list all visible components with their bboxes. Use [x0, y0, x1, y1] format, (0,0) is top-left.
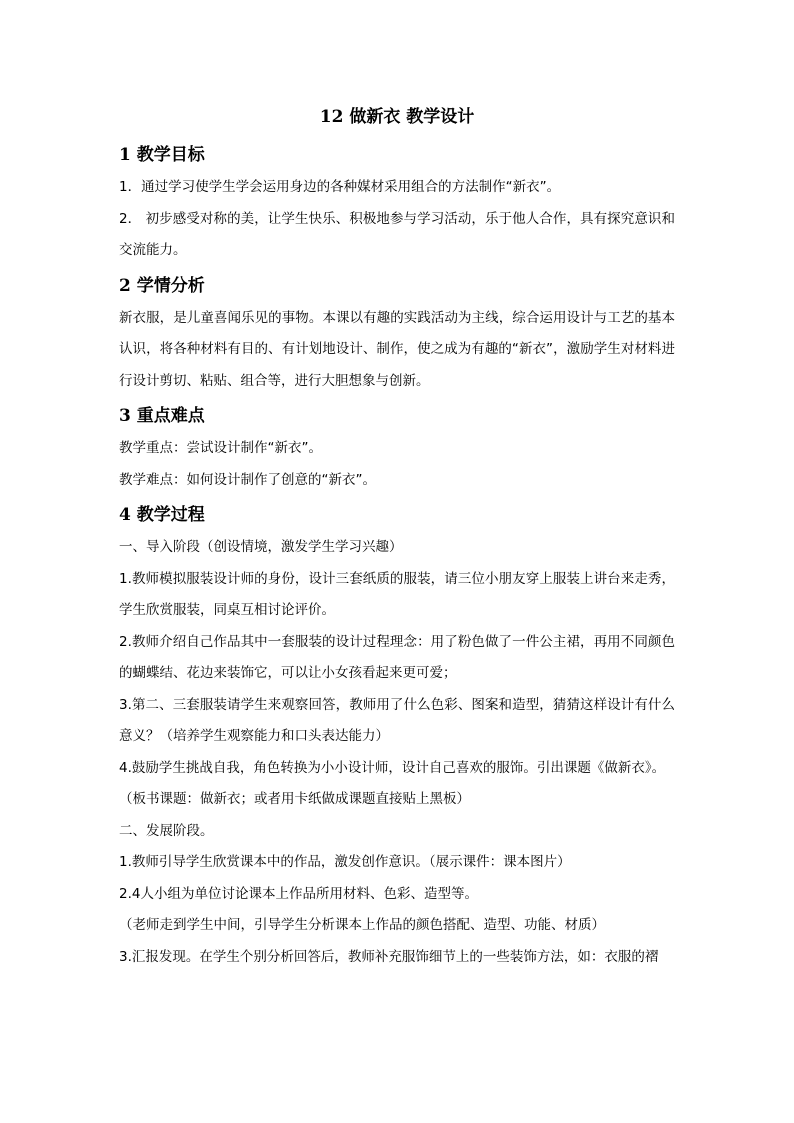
document-page [119, 102, 675, 973]
analysis-paragraph: 新衣服，是儿童喜闻乐见的事物。本课以有趣的实践活动为主线，综合运用设计与工艺的基本认识，将各种材料有目的、有计划地设计、制作，使之成为有趣的“新衣”，激励学生对材料进行设计剪切、粘贴、组合等，进行大胆想象与创新。 [119, 309, 675, 389]
process-paragraph: 一、导入阶段（创设情境，激发学生学习兴趣） [119, 539, 403, 555]
process-paragraph: 2.教师介绍自己作品其中一套服装的设计过程理念：用了粉色做了一件公主裙，再用不同颜色的蝴蝶结、花边来装饰它，可以让小女孩看起来更可爱； [119, 633, 675, 681]
difficult-point: 教学难点：如何设计制作了创意的“新衣”。 [119, 471, 376, 488]
process-paragraph: （板书课题：做新衣；或者用卡纸做成课题直接贴上黑板） [119, 791, 470, 807]
process-paragraph: 3.第二、三套服装请学生来观察回答，教师用了什么色彩、图案和造型，猜猜这样设计有什么意义？（培养学生观察能力和口头表达能力） [119, 696, 675, 744]
section-heading-analysis: 2 学情分析 [119, 275, 205, 296]
section-heading-key-points: 3 重点难点 [119, 406, 205, 426]
process-paragraph: 1.教师引导学生欣赏课本中的作品，激发创作意识。（展示课件：课本图片） [119, 854, 571, 870]
section-heading-objectives: 1 教学目标 [119, 145, 205, 165]
document-title: 12 做新衣 教学设计 [319, 107, 475, 127]
objective-item-2: 2． 初步感受对称的美，让学生快乐、积极地参与学习活动，乐于他人合作，具有探究意识和交流能力。 [119, 210, 675, 258]
process-paragraph: 1.教师模拟服装设计师的身份，设计三套纸质的服装，请三位小朋友穿上服装上讲台来走秀，学生欣赏服装，同桌互相讨论评价。 [119, 570, 675, 618]
process-paragraph: 二、发展阶段。 [119, 822, 214, 839]
process-paragraph: 2.4人小组为单位讨论课本上作品所用材料、色彩、造型等。 [119, 885, 478, 902]
process-paragraph: 4.鼓励学生挑战自我，角色转换为小小设计师，设计自己喜欢的服饰。引出课题《做新衣》。 [119, 759, 666, 776]
key-point: 教学重点：尝试设计制作“新衣”。 [119, 440, 322, 456]
process-paragraph: （老师走到学生中间，引导学生分析课本上作品的颜色搭配、造型、功能、材质） [119, 917, 605, 933]
section-heading-process: 4 教学过程 [119, 505, 205, 525]
process-paragraph: 3.汇报发现。在学生个别分析回答后，教师补充服饰细节上的一些装饰方法，如：衣服的褶 [119, 948, 659, 965]
objective-item-1: 1．通过学习使学生学会运用身边的各种媒材采用组合的方法制作“新衣”。 [119, 179, 561, 195]
